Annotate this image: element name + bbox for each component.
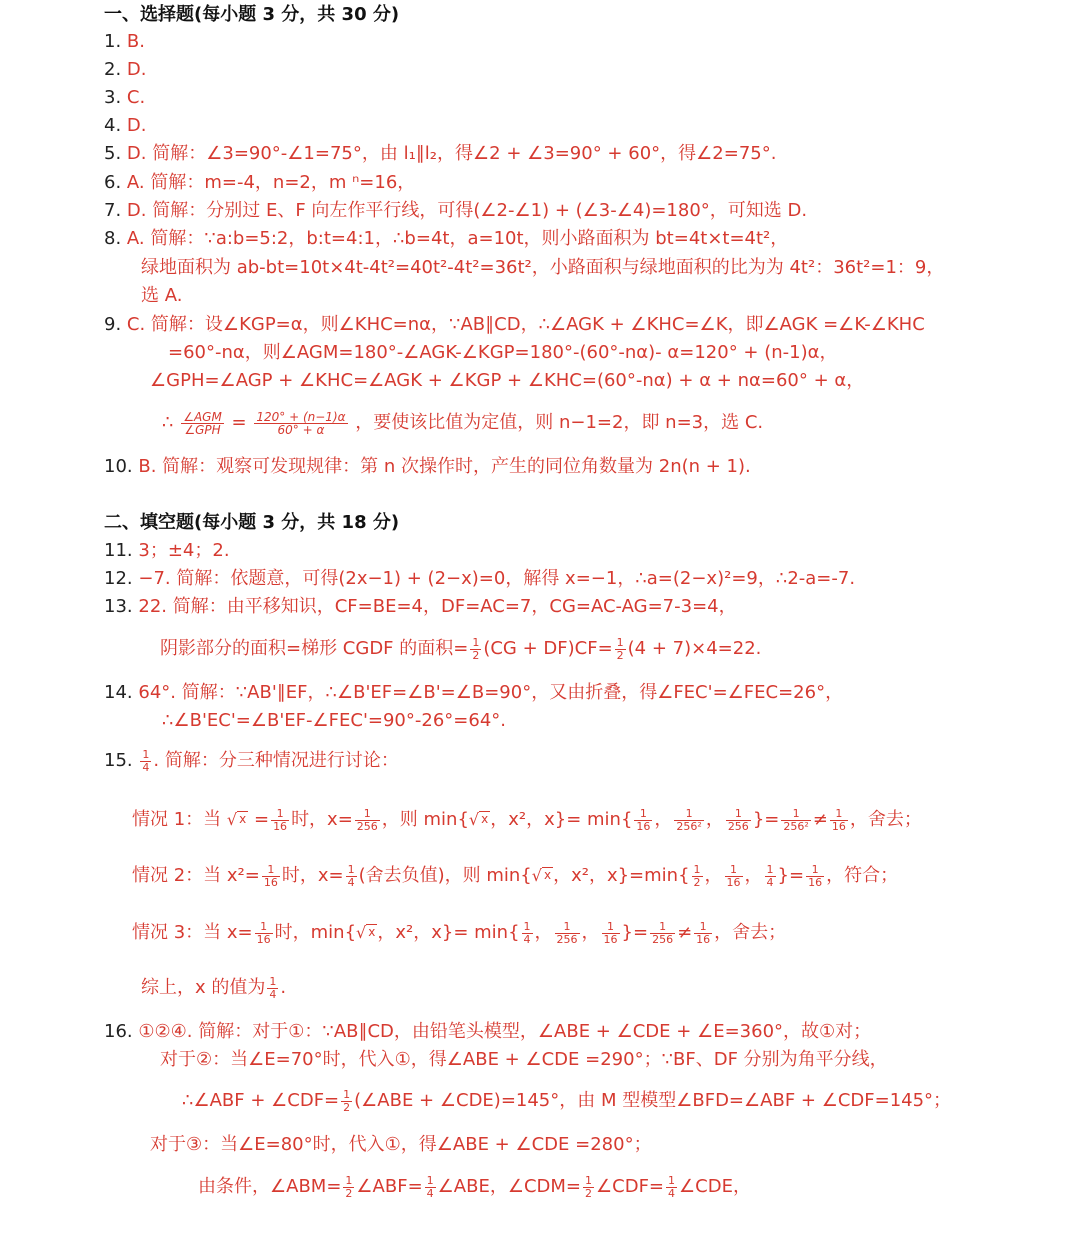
fraction <box>271 808 289 833</box>
item16-line2: 对于②：当∠E=70°时，代入①，得∠ABE + ∠CDE =290°；∵BF、DF 分别为角平分线， <box>160 1049 888 1070</box>
fraction-numerator: 1 <box>674 808 703 821</box>
answer-item-6 <box>104 170 415 196</box>
fraction <box>692 864 703 889</box>
fraction-denominator: 4 <box>766 875 774 889</box>
fraction-denominator: 4 <box>269 987 277 1001</box>
answer-item-8 <box>104 226 788 252</box>
case-text: (舍去负值)，则 min{ <box>358 865 532 886</box>
sqrt-sign: √ <box>356 923 367 942</box>
fraction-numerator: 1 <box>262 864 280 877</box>
fraction <box>602 921 620 946</box>
fraction-denominator: 2 <box>693 875 701 889</box>
item-text: B. <box>126 31 145 52</box>
fraction-denominator: 16 <box>696 932 711 946</box>
item-number: 16. <box>104 1021 133 1042</box>
fraction <box>674 808 703 833</box>
not-equal: ≠ <box>677 922 693 943</box>
comma: ， <box>534 922 553 943</box>
fraction-denominator: 2 <box>343 1100 351 1114</box>
fraction <box>555 921 580 946</box>
fraction-numerator: 1 <box>555 921 580 934</box>
fraction-denominator: 16 <box>256 932 271 946</box>
item-number: 1. <box>104 31 122 52</box>
equals-sign: = <box>253 809 270 830</box>
fraction-numerator: 1 <box>693 862 701 876</box>
item8-line3: 选 A. <box>141 285 183 306</box>
case-text: 时，min{ <box>274 922 357 943</box>
fraction-numerator: 1 <box>269 974 277 988</box>
fraction-numerator: 1 <box>616 635 624 649</box>
fraction-numerator: 1 <box>523 919 531 933</box>
sqrt-sign: √ <box>531 866 542 885</box>
section2-heading: 二、填空题(每小题 3 分，共 18 分) <box>104 512 400 533</box>
item-text: 22. 简解：由平移知识，CF=BE=4，DF=AC=7，CG=AC-AG=7-3=4， <box>138 596 737 617</box>
fraction-quarter <box>666 1175 677 1200</box>
fraction-denominator: 4 <box>426 1186 434 1200</box>
case-text: ，x²，x}= min{ <box>490 809 633 830</box>
fraction <box>650 921 675 946</box>
fraction-denominator: 4 <box>523 932 531 946</box>
fraction-denominator: 256² <box>676 819 702 833</box>
item-number: 10. <box>104 456 133 477</box>
fraction-numerator: 1 <box>255 921 273 934</box>
fraction-denominator: 16 <box>263 875 278 889</box>
answer-item-1 <box>104 29 145 55</box>
fraction-numerator: 1 <box>668 1173 676 1187</box>
answer-item-13 <box>104 594 737 620</box>
item-number: 12. <box>104 568 133 589</box>
fraction-denominator: 2 <box>472 648 480 662</box>
fraction-denominator: 16 <box>831 819 846 833</box>
solution-text: ∠CDF= <box>596 1176 665 1197</box>
fraction-denominator: 16 <box>273 819 288 833</box>
answer-item-7 <box>104 198 807 224</box>
fraction-half <box>470 637 481 662</box>
fraction <box>726 808 751 833</box>
case-text: ，x²，x}=min{ <box>553 865 690 886</box>
answer-item-10 <box>104 454 751 480</box>
solution-text: 由条件，∠ABM= <box>198 1176 342 1197</box>
fraction-numerator: 1 <box>726 808 751 821</box>
comma: ， <box>581 922 600 943</box>
item-text: −7. 简解：依题意，可得(2x−1) + (2−x)=0，解得 x=−1，∴a=(2−x)²=9，∴2-a=-7. <box>138 568 856 589</box>
item-text: D. <box>126 59 147 80</box>
comma: ， <box>744 865 763 886</box>
fraction <box>781 808 810 833</box>
item-text: A. 简解：∵a:b=5:2，b:t=4:1，∴b=4t，a=10t，则小路面积为 bt=4t×t=4t²， <box>126 228 789 249</box>
fraction-numerator: 1 <box>766 862 774 876</box>
answer-item-5 <box>104 141 776 167</box>
fraction-denominator: 16 <box>636 819 651 833</box>
therefore-symbol: ∴ <box>162 412 174 433</box>
fraction <box>522 921 533 946</box>
case-1 <box>132 802 922 837</box>
case-text: 时，x= <box>291 809 353 830</box>
item-text: 3；±4；2. <box>138 540 230 561</box>
fraction <box>355 808 380 833</box>
fraction-denominator: 256² <box>783 819 809 833</box>
area-text: 阴影部分的面积=梯形 CGDF 的面积= <box>160 638 469 659</box>
fraction-numerator: 1 <box>345 1173 353 1187</box>
fraction-half <box>341 1089 352 1114</box>
fraction-numerator: 1 <box>725 864 743 877</box>
answer-item-4 <box>104 113 147 139</box>
fraction-numerator: 1 <box>830 808 848 821</box>
fraction-numerator: 1 <box>781 808 810 821</box>
item-number: 7. <box>104 200 122 221</box>
fraction-denominator: ∠GPH <box>184 422 221 437</box>
case-text: }= <box>752 809 780 830</box>
fraction-numerator: 1 <box>806 864 824 877</box>
item16-line3 <box>182 1084 951 1118</box>
item-text: B. 简解：观察可发现规律：第 n 次操作时，产生的同位角数量为 2n(n + 1). <box>138 456 751 477</box>
item-number: 13. <box>104 596 133 617</box>
ratio-fraction <box>181 411 224 436</box>
fraction-denominator: 256 <box>356 819 378 833</box>
sqrt-x <box>356 915 377 950</box>
fraction <box>806 864 824 889</box>
area-text: (CG + DF)CF= <box>483 638 613 659</box>
fraction-numerator: 1 <box>426 1173 434 1187</box>
item16-line5 <box>198 1170 751 1204</box>
answer-item-9 <box>104 312 925 338</box>
solution-text: ∠ABF= <box>356 1176 423 1197</box>
fraction-denominator: 16 <box>603 932 618 946</box>
answer-item-3 <box>104 85 145 111</box>
fraction-numerator: 1 <box>347 862 355 876</box>
item9-line4 <box>162 406 763 440</box>
item9-line2: =60°-nα，则∠AGM=180°-∠AGK-∠KGP=180°-(60°-nα)- α=120° + (n-1)α， <box>168 342 838 363</box>
conclusion-text: 综上，x 的值为 <box>141 977 266 998</box>
item-number: 9. <box>104 314 122 335</box>
fraction-denominator: 2 <box>585 1186 593 1200</box>
item-number: 11. <box>104 540 133 561</box>
item16-line4: 对于③：当∠E=80°时，代入①，得∠ABE + ∠CDE =280°； <box>150 1134 652 1155</box>
fraction-numerator: 1 <box>142 747 150 761</box>
fraction-numerator: 1 <box>602 921 620 934</box>
comma: ， <box>704 865 723 886</box>
solution-text: ∠CDE， <box>679 1176 751 1197</box>
answer-item-2 <box>104 57 147 83</box>
conclusion-text: . <box>280 977 287 998</box>
item-number: 5. <box>104 143 122 164</box>
item-text: . 简解：分三种情况进行讨论： <box>153 750 399 771</box>
comma: ， <box>705 809 724 830</box>
area-text: (4 + 7)×4=22. <box>627 638 762 659</box>
fraction-numerator: 1 <box>694 921 712 934</box>
section1-heading: 一、选择题(每小题 3 分，共 30 分) <box>104 4 400 25</box>
case-text: ，x²，x}= min{ <box>377 922 520 943</box>
sqrt-x <box>227 802 248 837</box>
fraction-half <box>615 637 626 662</box>
item8-line2: 绿地面积为 ab-bt=10t×4t-4t²=40t²-4t²=36t²，小路面积与绿地面积的比为为 4t²：36t²=1：9， <box>141 257 945 278</box>
fraction <box>765 864 776 889</box>
item9-line3: ∠GPH=∠AGP + ∠KHC=∠AGK + ∠KGP + ∠KHC=(60°-nα) + α + nα=60° + α， <box>150 370 865 391</box>
case-text: }= <box>621 922 649 943</box>
fraction-quarter <box>425 1175 436 1200</box>
fraction-numerator: ∠AGM <box>183 409 222 424</box>
case-label: 情况 2：当 x²= <box>132 865 260 886</box>
item9-conclusion: ，要使该比值为定值，则 n−1=2，即 n=3，选 C. <box>355 412 764 433</box>
fraction-numerator: 1 <box>472 635 480 649</box>
fraction-quarter <box>267 976 278 1001</box>
case-label: 情况 3：当 x= <box>132 922 253 943</box>
item14-line2: ∴∠B'EC'=∠B'EF-∠FEC'=90°-26°=64°. <box>162 710 506 731</box>
item-text: 64°. 简解：∵AB'∥EF，∴∠B'EF=∠B'=∠B=90°，又由折叠，得∠FEC'=∠FEC=26°， <box>138 682 844 703</box>
fraction-denominator: 256 <box>556 932 578 946</box>
item-text: D. 简解：分别过 E、F 向左作平行线，可得(∠2-∠1) + (∠3-∠4)=180°，可知选 D. <box>126 200 808 221</box>
fraction-denominator: 4 <box>142 760 150 774</box>
radicand: x <box>368 925 376 939</box>
fraction-denominator: 256 <box>727 819 749 833</box>
ratio-value-fraction <box>254 411 347 436</box>
answer-item-16 <box>104 1019 871 1045</box>
sqrt-sign: √ <box>226 810 238 829</box>
fraction-denominator: 60° + α <box>277 422 325 437</box>
fraction-denominator: 4 <box>668 1186 676 1200</box>
fraction-denominator: 16 <box>808 875 823 889</box>
item-text: D. 简解：∠3=90°-∠1=75°，由 l₁∥l₂，得∠2 + ∠3=90° + 60°，得∠2=75°. <box>126 143 777 164</box>
fraction-numerator: 1 <box>650 921 675 934</box>
item-text: C. 简解：设∠KGP=α，则∠KHC=nα，∵AB∥CD，∴∠AGK + ∠KHC=∠K，即∠AGK =∠K-∠KHC <box>126 314 925 335</box>
sqrt-x <box>532 858 553 893</box>
fraction-numerator: 120° + (n−1)α <box>256 409 346 424</box>
fraction <box>262 864 280 889</box>
fraction-half <box>583 1175 594 1200</box>
item13-line2 <box>160 632 761 666</box>
conclusion <box>141 971 286 1005</box>
case-text: 时，x= <box>281 865 344 886</box>
case-2 <box>132 858 898 893</box>
item-text: A. 简解：m=-4，n=2，m ⁿ=16， <box>126 172 416 193</box>
fraction <box>830 808 848 833</box>
fraction-denominator: 2 <box>345 1186 353 1200</box>
item-text: ①②④. 简解：对于①：∵AB∥CD，由铅笔头模型，∠ABE + ∠CDE + ∠E=360°，故①对； <box>138 1021 872 1042</box>
item-text: C. <box>126 87 146 108</box>
answer-item-14 <box>104 680 843 706</box>
fraction <box>694 921 712 946</box>
item-text: D. <box>126 115 147 136</box>
fraction-denominator: 4 <box>347 875 355 889</box>
fraction-denominator: 2 <box>616 648 624 662</box>
radicand: x <box>543 868 552 882</box>
answer-item-11 <box>104 538 230 564</box>
radicand: x <box>481 812 489 826</box>
fraction-denominator: 256 <box>652 932 674 946</box>
fraction <box>634 808 652 833</box>
solution-text: (∠ABE + ∠CDE)=145°，由 M 型模型∠BFD=∠ABF + ∠CDF=145°； <box>354 1090 952 1111</box>
solution-text: ∠ABE，∠CDM= <box>437 1176 582 1197</box>
fraction-half <box>343 1175 354 1200</box>
comma: ， <box>654 809 673 830</box>
answer-item-12 <box>104 566 855 592</box>
item-number: 3. <box>104 87 122 108</box>
case-text: }= <box>777 865 805 886</box>
fraction <box>346 864 357 889</box>
fraction-numerator: 1 <box>634 808 652 821</box>
item-number: 6. <box>104 172 122 193</box>
case-text: ，舍去； <box>849 809 922 830</box>
fraction-quarter <box>140 749 151 774</box>
solution-text: ∴∠ABF + ∠CDF= <box>182 1090 340 1111</box>
case-text: ，符合； <box>826 865 899 886</box>
not-equal: ≠ <box>812 809 828 830</box>
sqrt-x <box>469 802 490 837</box>
sqrt-sign: √ <box>468 810 480 829</box>
radicand: x <box>239 812 247 826</box>
item-number: 4. <box>104 115 122 136</box>
item-number: 8. <box>104 228 122 249</box>
fraction-denominator: 16 <box>726 875 741 889</box>
case-label: 情况 1：当 <box>132 809 222 830</box>
case-3 <box>132 915 786 950</box>
equals-sign: = <box>231 412 247 433</box>
fraction <box>725 864 743 889</box>
fraction <box>255 921 273 946</box>
item-number: 2. <box>104 59 122 80</box>
item-number: 15. <box>104 750 133 771</box>
case-text: ，舍去； <box>714 922 787 943</box>
fraction-numerator: 1 <box>585 1173 593 1187</box>
fraction-numerator: 1 <box>343 1087 351 1101</box>
fraction-numerator: 1 <box>355 808 380 821</box>
item-number: 14. <box>104 682 133 703</box>
answer-item-15 <box>104 744 399 778</box>
case-text: ，则 min{ <box>381 809 469 830</box>
fraction-numerator: 1 <box>271 808 289 821</box>
